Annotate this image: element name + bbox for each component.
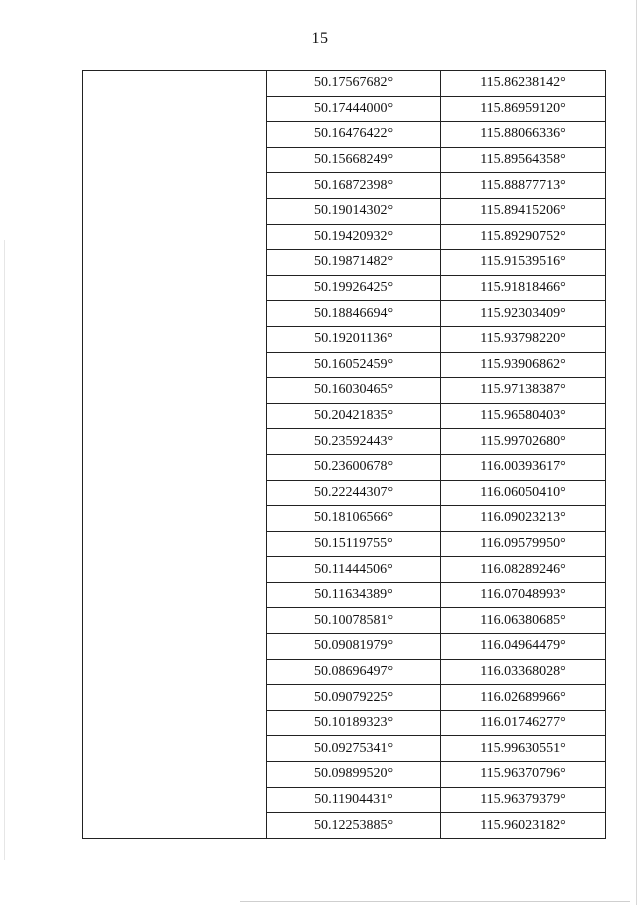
longitude-cell: 115.89415206° <box>441 198 606 224</box>
latitude-cell: 50.11444506° <box>267 557 441 583</box>
latitude-cell: 50.17567682° <box>267 71 441 97</box>
latitude-cell: 50.11904431° <box>267 787 441 813</box>
longitude-cell: 116.06380685° <box>441 608 606 634</box>
longitude-cell: 116.02689966° <box>441 685 606 711</box>
longitude-cell: 115.89564358° <box>441 147 606 173</box>
latitude-cell: 50.10078581° <box>267 608 441 634</box>
latitude-cell: 50.09079225° <box>267 685 441 711</box>
latitude-cell: 50.20421835° <box>267 403 441 429</box>
latitude-cell: 50.19871482° <box>267 250 441 276</box>
latitude-cell: 50.23592443° <box>267 429 441 455</box>
longitude-cell: 115.99702680° <box>441 429 606 455</box>
latitude-cell: 50.12253885° <box>267 813 441 839</box>
site-label-cell <box>83 71 267 839</box>
longitude-cell: 115.99630551° <box>441 736 606 762</box>
longitude-cell: 116.09579950° <box>441 531 606 557</box>
table-row <box>83 71 606 97</box>
scan-edge-bottom <box>240 901 630 902</box>
coordinates-table <box>82 70 606 839</box>
latitude-cell: 50.09899520° <box>267 762 441 788</box>
longitude-cell: 115.97138387° <box>441 378 606 404</box>
coordinates-table-body <box>83 71 606 839</box>
longitude-cell: 115.91539516° <box>441 250 606 276</box>
longitude-cell: 115.93906862° <box>441 352 606 378</box>
longitude-cell: 115.96370796° <box>441 762 606 788</box>
latitude-cell: 50.18846694° <box>267 301 441 327</box>
latitude-cell: 50.16872398° <box>267 173 441 199</box>
latitude-cell: 50.16476422° <box>267 122 441 148</box>
longitude-cell: 115.86238142° <box>441 71 606 97</box>
latitude-cell: 50.19201136° <box>267 326 441 352</box>
latitude-cell: 50.18106566° <box>267 506 441 532</box>
latitude-cell: 50.11634389° <box>267 582 441 608</box>
latitude-cell: 50.09081979° <box>267 634 441 660</box>
longitude-cell: 115.96580403° <box>441 403 606 429</box>
latitude-cell: 50.10189323° <box>267 710 441 736</box>
longitude-cell: 116.01746277° <box>441 710 606 736</box>
longitude-cell: 115.88066336° <box>441 122 606 148</box>
latitude-cell: 50.23600678° <box>267 454 441 480</box>
longitude-cell: 115.96023182° <box>441 813 606 839</box>
latitude-cell: 50.08696497° <box>267 659 441 685</box>
latitude-cell: 50.09275341° <box>267 736 441 762</box>
latitude-cell: 50.22244307° <box>267 480 441 506</box>
longitude-cell: 115.96379379° <box>441 787 606 813</box>
longitude-cell: 115.89290752° <box>441 224 606 250</box>
latitude-cell: 50.17444000° <box>267 96 441 122</box>
latitude-cell: 50.19926425° <box>267 275 441 301</box>
longitude-cell: 115.92303409° <box>441 301 606 327</box>
longitude-cell: 115.91818466° <box>441 275 606 301</box>
longitude-cell: 116.08289246° <box>441 557 606 583</box>
longitude-cell: 116.00393617° <box>441 454 606 480</box>
longitude-cell: 116.04964479° <box>441 634 606 660</box>
latitude-cell: 50.15668249° <box>267 147 441 173</box>
latitude-cell: 50.19014302° <box>267 198 441 224</box>
longitude-cell: 115.88877713° <box>441 173 606 199</box>
latitude-cell: 50.16052459° <box>267 352 441 378</box>
latitude-cell: 50.16030465° <box>267 378 441 404</box>
latitude-cell: 50.19420932° <box>267 224 441 250</box>
scan-edge-right <box>636 0 637 905</box>
page-number: 15 <box>311 30 329 47</box>
scan-edge-left <box>4 240 5 860</box>
longitude-cell: 116.06050410° <box>441 480 606 506</box>
latitude-cell: 50.15119755° <box>267 531 441 557</box>
longitude-cell: 116.03368028° <box>441 659 606 685</box>
longitude-cell: 116.07048993° <box>441 582 606 608</box>
longitude-cell: 115.93798220° <box>441 326 606 352</box>
longitude-cell: 116.09023213° <box>441 506 606 532</box>
longitude-cell: 115.86959120° <box>441 96 606 122</box>
